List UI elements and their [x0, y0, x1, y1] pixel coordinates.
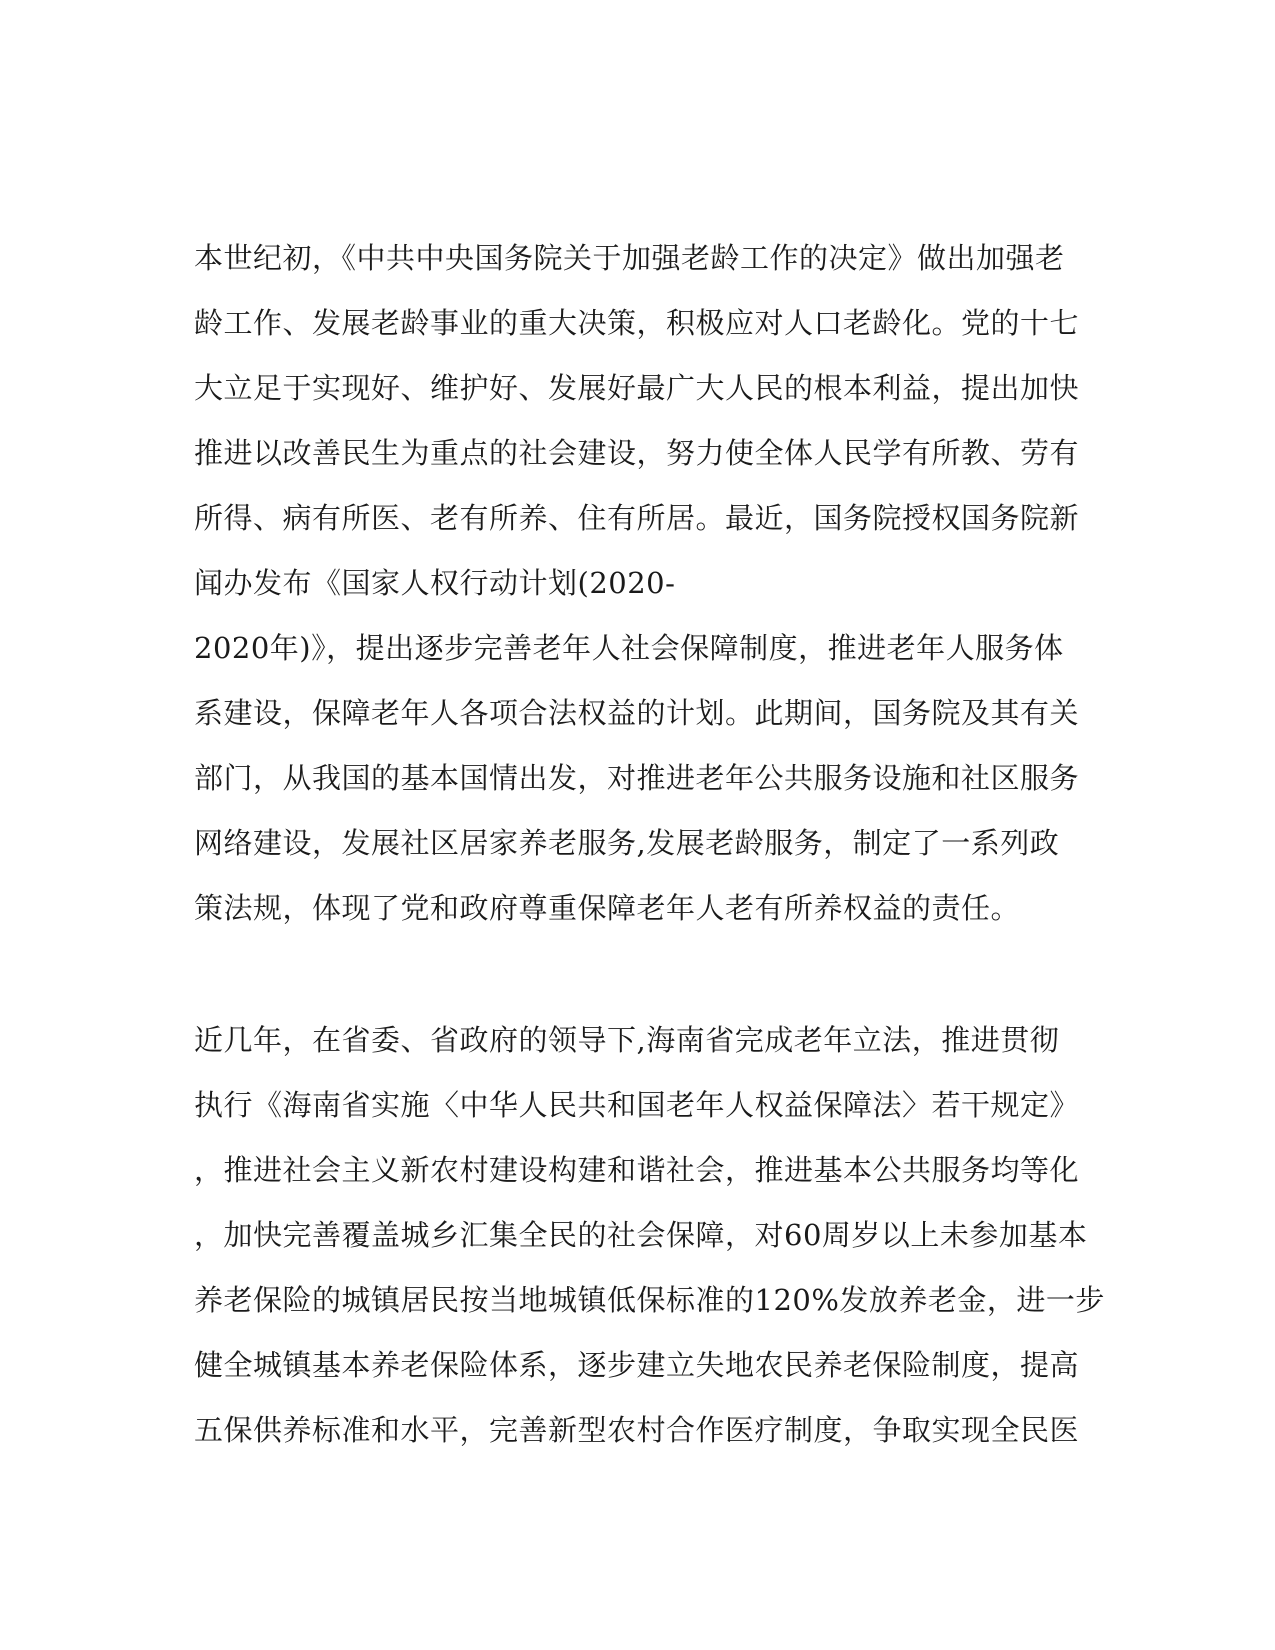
- text-line: 本世纪初，《中共中央国务院关于加强老龄工作的决定》做出加强老: [194, 241, 1065, 275]
- text-line: 所得、病有所医、老有所养、住有所居。最近，国务院授权国务院新: [194, 501, 1080, 535]
- text-line: 部门，从我国的基本国情出发，对推进老年公共服务设施和社区服务: [194, 761, 1080, 795]
- text-line: ，加快完善覆盖城乡汇集全民的社会保障，对60周岁以上未参加基本: [194, 1218, 1088, 1252]
- text-line: 闻办发布《国家人权行动计划(2020-: [194, 566, 676, 600]
- text-line: 策法规，体现了党和政府尊重保障老年人老有所养权益的责任。: [194, 891, 1021, 925]
- text-line: 养老保险的城镇居民按当地城镇低保标准的120%发放养老金，进一步: [194, 1283, 1105, 1317]
- text-line: 健全城镇基本养老保险体系，逐步建立失地农民养老保险制度，提高: [194, 1348, 1080, 1382]
- text-line: 大立足于实现好、维护好、发展好最广大人民的根本利益，提出加快: [194, 371, 1080, 405]
- paragraph-1: [194, 226, 1080, 941]
- text-line: 龄工作、发展老龄事业的重大决策，积极应对人口老龄化。党的十七: [194, 306, 1080, 340]
- paragraph-2: [194, 1008, 1105, 1463]
- text-line: 执行《海南省实施〈中华人民共和国老年人权益保障法〉若干规定》: [194, 1088, 1080, 1122]
- text-line: 推进以改善民生为重点的社会建设，努力使全体人民学有所教、劳有: [194, 436, 1080, 470]
- text-line: 网络建设，发展社区居家养老服务,发展老龄服务，制定了一系列政: [194, 826, 1060, 860]
- text-line: 2020年)》，提出逐步完善老年人社会保障制度，推进老年人服务体: [194, 631, 1064, 665]
- text-line: ，推进社会主义新农村建设构建和谐社会，推进基本公共服务均等化: [194, 1153, 1080, 1187]
- text-line: 近几年，在省委、省政府的领导下,海南省完成老年立法，推进贯彻: [194, 1023, 1060, 1057]
- text-line: 五保供养标准和水平，完善新型农村合作医疗制度，争取实现全民医: [194, 1413, 1080, 1447]
- text-line: 系建设，保障老年人各项合法权益的计划。此期间，国务院及其有关: [194, 696, 1080, 730]
